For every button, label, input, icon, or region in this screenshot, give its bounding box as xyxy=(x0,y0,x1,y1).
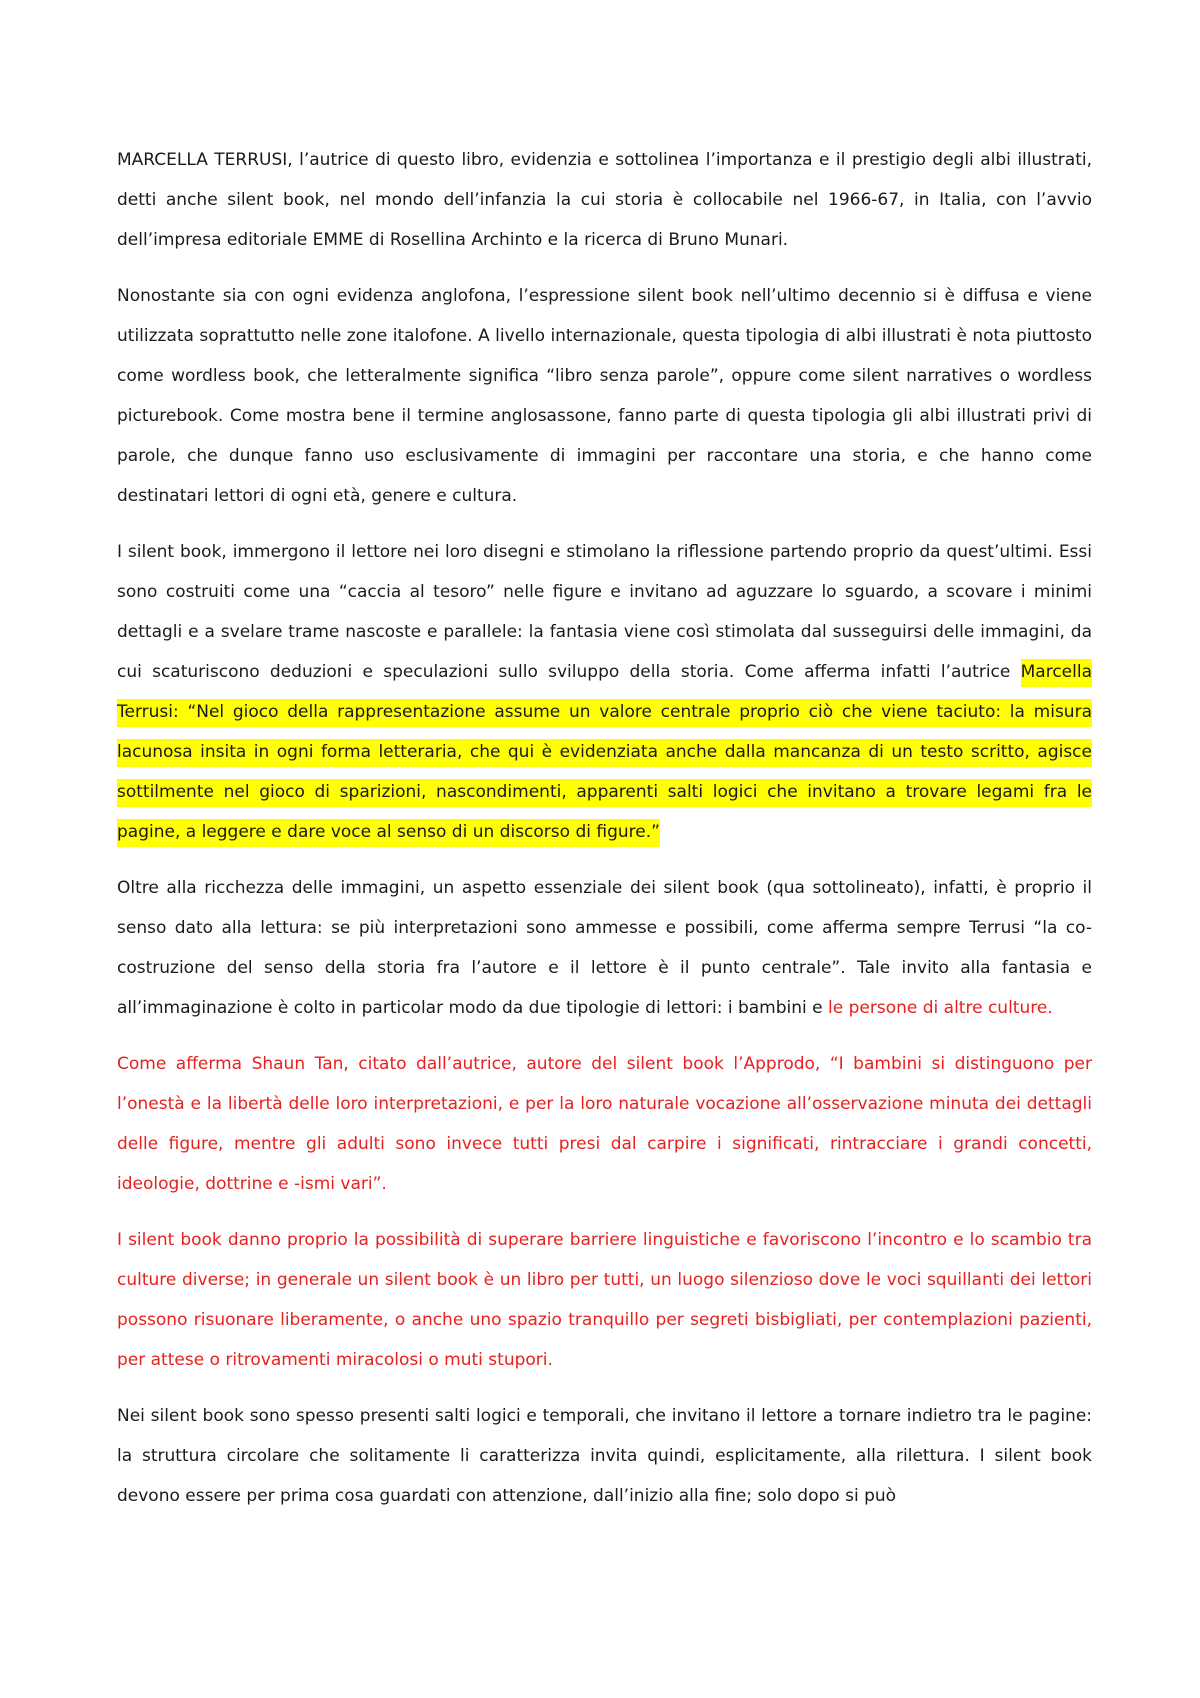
paragraph-text: Nei silent book sono spesso presenti salti logici e temporali, che invitano il lettore a tornare indietro tra le pagine: la struttura circolare che solitamente li caratterizza invita quindi, esplicitamente, alla rilettura. I silent book devono essere per prima cosa guardati con attenzione, dall’inizio alla fine; solo dopo si può xyxy=(117,1406,1092,1506)
red-text-span: le persone di altre culture. xyxy=(828,998,1053,1018)
paragraph-terminology xyxy=(117,276,1092,516)
paragraph-text: I silent book, immergono il lettore nei loro disegni e stimolano la riflessione partendo proprio da quest’ultimi. Essi sono costruiti come una “caccia al tesoro” nelle figure e invitano ad aguzzare lo sguardo, a scovare i minimi dettagli e a svelare trame nascoste e parallele: la fantasia viene così stimolata dal susseguirsi delle immagini, da cui scaturiscono deduzioni e speculazioni sullo sviluppo della storia. Come afferma infatti l’autrice xyxy=(117,542,1092,682)
paragraph-text: Come afferma Shaun Tan, citato dall’autrice, autore del silent book l’Approdo, “I bambini si distinguono per l’onestà e la libertà delle loro interpretazioni, e per la loro naturale vocazione all’osservazione minuta dei dettagli delle figure, mentre gli adulti sono invece tutti presi dal carpire i significati, rintracciare i grandi concetti, ideologie, dottrine e -ismi vari”. xyxy=(117,1054,1092,1194)
paragraph-text: I silent book danno proprio la possibilità di superare barriere linguistiche e favoriscono l’incontro e lo scambio tra culture diverse; in generale un silent book è un libro per tutti, un luogo silenzioso dove le voci squillanti dei lettori possono risuonare liberamente, o anche uno spazio tranquillo per segreti bisbigliati, per contemplazioni pazienti, per attese o ritrovamenti miracolosi o muti stupori. xyxy=(117,1230,1092,1370)
paragraph-text: MARCELLA TERRUSI, l’autrice di questo libro, evidenzia e sottolinea l’importanza e il prestigio degli albi illustrati, detti anche silent book, nel mondo dell’infanzia la cui storia è collocabile nel 1966-67, in Italia, con l’avvio dell’impresa editoriale EMME di Rosellina Archinto e la ricerca di Bruno Munari. xyxy=(117,150,1092,250)
paragraph-reading-sense xyxy=(117,868,1092,1028)
paragraph-immersion xyxy=(117,532,1092,852)
paragraph-cultures xyxy=(117,1220,1092,1380)
paragraph-intro xyxy=(117,140,1092,260)
paragraph-shaun-tan-quote xyxy=(117,1044,1092,1204)
paragraph-structure xyxy=(117,1396,1092,1516)
highlighted-quote: Marcella Terrusi: “Nel gioco della rappresentazione assume un valore centrale proprio ciò che viene taciuto: la misura lacunosa insita in ogni forma letteraria, che qui è evidenziata anche dalla mancanza di un testo scritto, agisce sottilmente nel gioco di sparizioni, nascondimenti, apparenti salti logici che invitano a trovare legami fra le pagine, a leggere e dare voce al senso di un discorso di figure.” xyxy=(117,659,1092,847)
paragraph-text: Oltre alla ricchezza delle immagini, un aspetto essenziale dei silent book (qua sottolineato), infatti, è proprio il senso dato alla lettura: se più interpretazioni sono ammesse e possibili, come afferma sempre Terrusi “la co-costruzione del senso della storia fra l’autore e il lettore è il punto centrale”. Tale invito alla fantasia e all’immaginazione è colto in particolar modo da due tipologie di lettori: i bambini e xyxy=(117,878,1092,1018)
paragraph-text: Nonostante sia con ogni evidenza anglofona, l’espressione silent book nell’ultimo decennio si è diffusa e viene utilizzata soprattutto nelle zone italofone. A livello internazionale, questa tipologia di albi illustrati è nota piuttosto come wordless book, che letteralmente significa “libro senza parole”, oppure come silent narratives o wordless picturebook. Come mostra bene il termine anglosassone, fanno parte di questa tipologia gli albi illustrati privi di parole, che dunque fanno uso esclusivamente di immagini per raccontare una storia, e che hanno come destinatari lettori di ogni età, genere e cultura. xyxy=(117,286,1092,506)
